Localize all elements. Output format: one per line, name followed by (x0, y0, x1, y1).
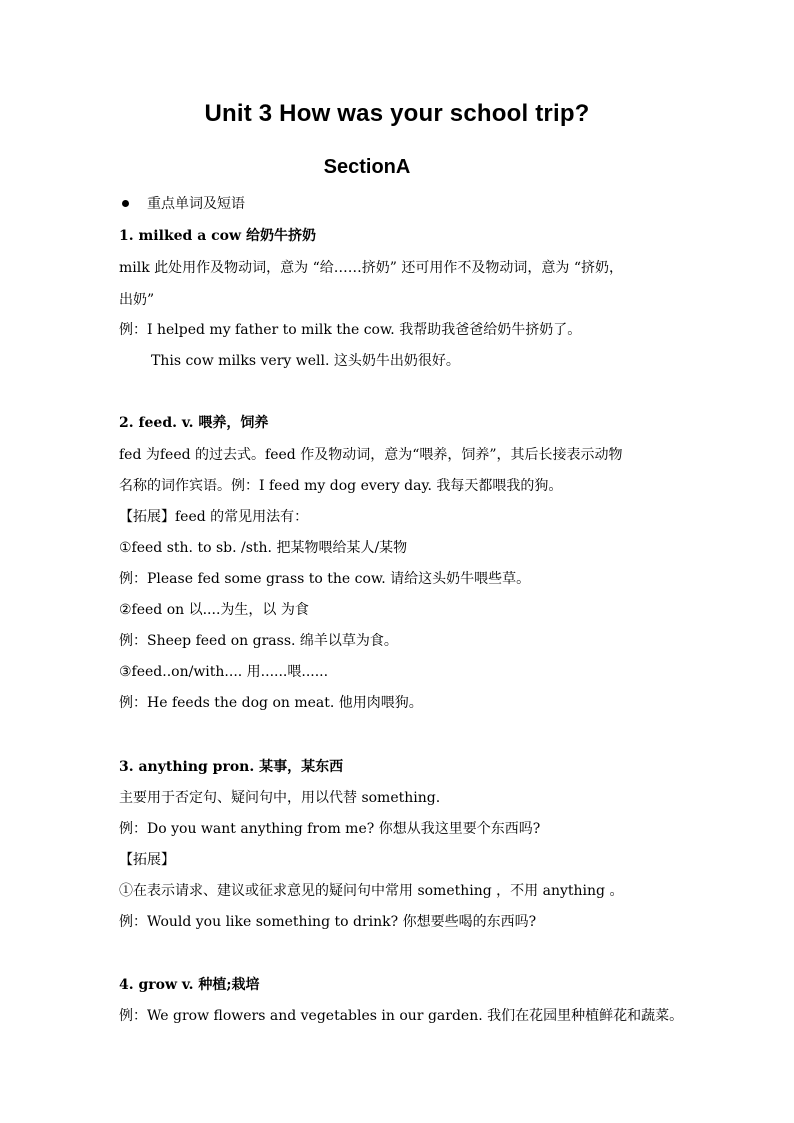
section-subtitle: SectionA (323, 156, 411, 178)
sec2-line6: ②feed on 以....为生，以 为食 (119, 602, 309, 618)
sec2-line9: 例：He feeds the dog on meat. 他用肉喂狗。 (119, 695, 423, 711)
sec2-line1: fed 为feed 的过去式。feed 作及物动词，意为“喂养，饲养”，其后长接表示动物 (119, 447, 623, 463)
bullet-heading: 重点单词及短语 (147, 196, 245, 212)
sec3-line4: ①在表示请求、建议或征求意见的疑问句中常用 something ，不用 anything 。 (119, 883, 624, 899)
sec1-line2: 出奶” (119, 292, 155, 308)
sec4-line1: 例：We grow flowers and vegetables in our garden. 我们在花园里种植鲜花和蔬菜。 (119, 1008, 684, 1024)
sec2-line4: ①feed sth. to sb. /sth. 把某物喂给某人/某物 (119, 540, 408, 556)
sec2-line3: 【拓展】feed 的常见用法有： (119, 509, 309, 525)
sec1-heading: 1. milked a cow 给奶牛挤奶 (119, 228, 316, 244)
bullet-dot-icon (122, 200, 129, 207)
sec1-line4: This cow milks very well. 这头奶牛出奶很好。 (151, 353, 460, 369)
sec2-line8: ③feed..on/with.... 用......喂...... (119, 664, 329, 680)
sec3-line5: 例：Would you like something to drink? 你想要些喝的东西吗? (119, 914, 537, 930)
sec3-line1: 主要用于否定句、疑问句中，用以代替 something. (119, 790, 441, 806)
sec2-heading: 2. feed. v. 喂养，饲养 (119, 415, 269, 431)
page-title: Unit 3 How was your school trip? (204, 100, 590, 127)
sec3-line3: 【拓展】 (119, 852, 175, 868)
sec3-line2: 例：Do you want anything from me? 你想从我这里要个东西吗? (119, 821, 541, 837)
sec3-heading: 3. anything pron. 某事，某东西 (119, 759, 344, 775)
sec2-line7: 例：Sheep feed on grass. 绵羊以草为食。 (119, 633, 398, 649)
sec2-line2: 名称的词作宾语。例：I feed my dog every day. 我每天都喂我的狗。 (119, 478, 563, 494)
sec4-heading: 4. grow v. 种植;栽培 (119, 977, 260, 993)
sec2-line5: 例：Please fed some grass to the cow. 请给这头奶牛喂些草。 (119, 571, 531, 587)
sec1-line1: milk 此处用作及物动词，意为 “给……挤奶” 还可用作不及物动词，意为 “挤奶， (119, 260, 623, 276)
sec1-line3: 例：I helped my father to milk the cow. 我帮助我爸爸给奶牛挤奶了。 (119, 322, 582, 338)
